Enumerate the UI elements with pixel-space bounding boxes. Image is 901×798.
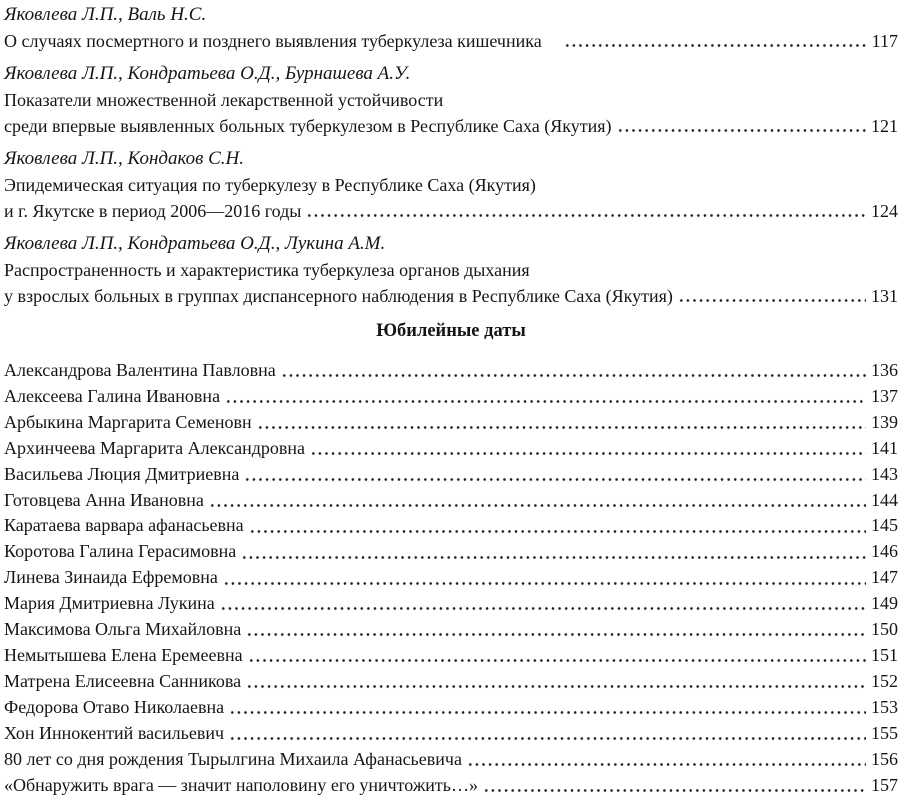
page-number: 146 — [871, 539, 898, 565]
list-item — [4, 721, 898, 747]
toc-entry — [4, 2, 898, 54]
list-item-title: Архинчеева Маргарита Александровна — [4, 436, 305, 462]
page-number: 145 — [871, 513, 898, 539]
list-item-title: Александрова Валентина Павловна — [4, 358, 276, 384]
dot-leader — [306, 198, 866, 224]
dot-leader — [467, 747, 866, 773]
toc-entries — [4, 2, 898, 309]
list-item-title: «Обнаружить врага — значит наполовину его уничтожить…» — [4, 773, 478, 798]
dot-leader — [257, 410, 866, 436]
section-heading: Юбилейные даты — [4, 318, 898, 344]
dot-leader — [229, 721, 866, 747]
list-item-title: Готовцева Анна Ивановна — [4, 488, 204, 514]
page-number: 121 — [871, 113, 898, 139]
page-number: 141 — [871, 436, 898, 462]
page-number: 155 — [871, 721, 898, 747]
toc-entry-authors: Яковлева Л.П., Кондратьева О.Д., Лукина А.М. — [4, 231, 898, 257]
dot-leader — [678, 283, 866, 309]
page-number: 147 — [871, 565, 898, 591]
list-item-title: Линева Зинаида Ефремовна — [4, 565, 218, 591]
toc-entry-title: и г. Якутске в период 2006—2016 годы — [4, 198, 301, 224]
list-item — [4, 695, 898, 721]
list-item-title: Арбыкина Маргарита Семеновн — [4, 410, 252, 436]
dot-leader — [220, 591, 866, 617]
list-item — [4, 773, 898, 798]
list-item-title: Немытышева Елена Еремеевна — [4, 643, 243, 669]
list-item-title: Федорова Отаво Николаевна — [4, 695, 224, 721]
list-item-title: Максимова Ольга Михайловна — [4, 617, 241, 643]
dot-leader — [241, 539, 866, 565]
dot-leader — [246, 617, 866, 643]
list-item — [4, 384, 898, 410]
toc-entry-title-line: Распространенность и характеристика туберкулеза органов дыхания — [4, 257, 898, 283]
list-item — [4, 410, 898, 436]
toc-entry-leader-line — [4, 283, 898, 309]
list-item — [4, 488, 898, 514]
list-item-title: Васильева Люция Дмитриевна — [4, 462, 239, 488]
list-item — [4, 565, 898, 591]
list-item-title: Хон Иннокентий васильевич — [4, 721, 224, 747]
list-item — [4, 617, 898, 643]
list-item — [4, 669, 898, 695]
dot-leader — [249, 513, 866, 539]
dot-leader — [223, 565, 866, 591]
toc-entry-authors: Яковлева Л.П., Валь Н.С. — [4, 2, 898, 28]
list-item-title: 80 лет со дня рождения Тырылгина Михаила Афанасьевича — [4, 747, 462, 773]
page-number: 136 — [871, 358, 898, 384]
dot-leader — [483, 773, 866, 798]
page-number: 149 — [871, 591, 898, 617]
page-number: 117 — [872, 28, 898, 54]
page-number: 124 — [871, 198, 898, 224]
page-number: 131 — [871, 283, 898, 309]
page-number: 151 — [871, 643, 898, 669]
list-item — [4, 747, 898, 773]
toc-entry — [4, 231, 898, 309]
dot-leader — [310, 436, 866, 462]
page-number: 143 — [871, 462, 898, 488]
dot-leader — [564, 28, 867, 54]
toc-entry-leader-line — [4, 28, 898, 54]
toc-entry-title: среди впервые выявленных больных туберкулезом в Республике Саха (Якутия) — [4, 113, 612, 139]
page-number: 157 — [871, 773, 898, 798]
dot-leader — [229, 695, 866, 721]
list-item — [4, 539, 898, 565]
page-number: 156 — [871, 747, 898, 773]
dot-leader — [281, 358, 866, 384]
toc-entry-leader-line — [4, 113, 898, 139]
page-number: 153 — [871, 695, 898, 721]
dot-leader — [244, 462, 866, 488]
dot-leader — [209, 488, 866, 514]
dot-leader — [617, 113, 867, 139]
toc-entry-title-line: Показатели множественной лекарственной устойчивости — [4, 87, 898, 113]
toc-entry — [4, 146, 898, 224]
page-number: 144 — [871, 488, 898, 514]
list-item-title: Каратаева варвара афанасьевна — [4, 513, 244, 539]
toc-entry-authors: Яковлева Л.П., Кондратьева О.Д., Бурнашева А.У. — [4, 61, 898, 87]
toc-entry-title: О случаях посмертного и позднего выявления туберкулеза кишечника — [4, 28, 542, 54]
toc-entry-title: у взрослых больных в группах диспансерного наблюдения в Республике Саха (Якутия) — [4, 283, 673, 309]
list-item — [4, 591, 898, 617]
list-item-title: Матрена Елисеевна Санникова — [4, 669, 241, 695]
dot-leader — [225, 384, 866, 410]
anniversary-list — [4, 358, 898, 798]
toc-entry-title-line: Эпидемическая ситуация по туберкулезу в Республике Саха (Якутия) — [4, 172, 898, 198]
toc-entry-authors: Яковлева Л.П., Кондаков С.Н. — [4, 146, 898, 172]
page-number: 152 — [871, 669, 898, 695]
list-item — [4, 436, 898, 462]
list-item — [4, 643, 898, 669]
dot-leader — [246, 669, 866, 695]
list-item-title: Коротова Галина Герасимовна — [4, 539, 236, 565]
list-item — [4, 513, 898, 539]
toc-entry-leader-line — [4, 198, 898, 224]
page-number: 150 — [871, 617, 898, 643]
page-number: 139 — [871, 410, 898, 436]
toc-entry — [4, 61, 898, 139]
list-item-title: Мария Дмитриевна Лукина — [4, 591, 215, 617]
list-item — [4, 358, 898, 384]
dot-leader — [248, 643, 866, 669]
page-number: 137 — [871, 384, 898, 410]
list-item-title: Алексеева Галина Ивановна — [4, 384, 220, 410]
list-item — [4, 462, 898, 488]
